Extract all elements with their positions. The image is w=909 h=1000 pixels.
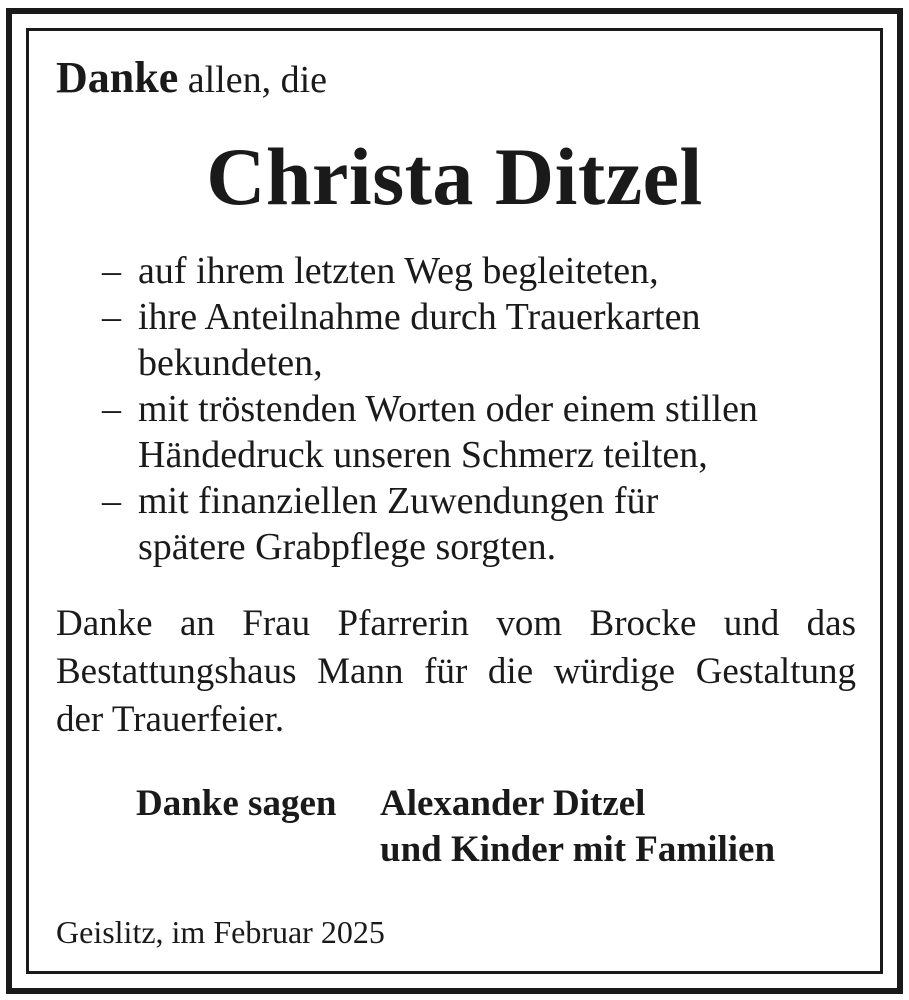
reason-text: mit tröstenden Worten oder einem stillen Händedruck unseren Schmerz teilten, bbox=[138, 388, 758, 476]
intro-rest: allen, die bbox=[187, 59, 328, 101]
thanks-paragraph bbox=[56, 600, 856, 744]
paragraph-line: Bestattungshaus Mann für die würdige Gestaltung bbox=[56, 651, 856, 692]
dash-mark: – bbox=[102, 480, 121, 522]
place-date: Geislitz, im Februar 2025 bbox=[56, 914, 385, 950]
dash-mark: – bbox=[102, 388, 121, 430]
reasons-list bbox=[102, 248, 758, 570]
reason-item bbox=[102, 478, 758, 570]
dash-mark: – bbox=[102, 250, 121, 292]
intro-bold: Danke bbox=[56, 53, 179, 102]
reason-text: mit finanziellen Zuwendungen für spätere Grabpflege sorgten. bbox=[138, 480, 659, 568]
paragraph-line: der Trauerfeier. bbox=[56, 699, 285, 740]
reason-item bbox=[102, 386, 758, 478]
reason-text: auf ihrem letzten Weg begleiteten, bbox=[138, 250, 659, 292]
deceased-name: Christa Ditzel bbox=[206, 131, 703, 222]
reason-text: ihre Anteilnahme durch Trauerkarten bekundeten, bbox=[138, 296, 701, 384]
reason-item bbox=[102, 294, 758, 386]
paragraph-line: Danke an Frau Pfarrerin vom Brocke und das bbox=[56, 603, 856, 644]
dash-mark: – bbox=[102, 296, 121, 338]
reason-item bbox=[102, 248, 758, 294]
signature-family: und Kinder mit Familien bbox=[380, 829, 776, 870]
signature-name: Alexander Ditzel bbox=[380, 783, 646, 824]
signature-lead: Danke sagen bbox=[136, 783, 337, 824]
intro-line bbox=[56, 52, 327, 103]
